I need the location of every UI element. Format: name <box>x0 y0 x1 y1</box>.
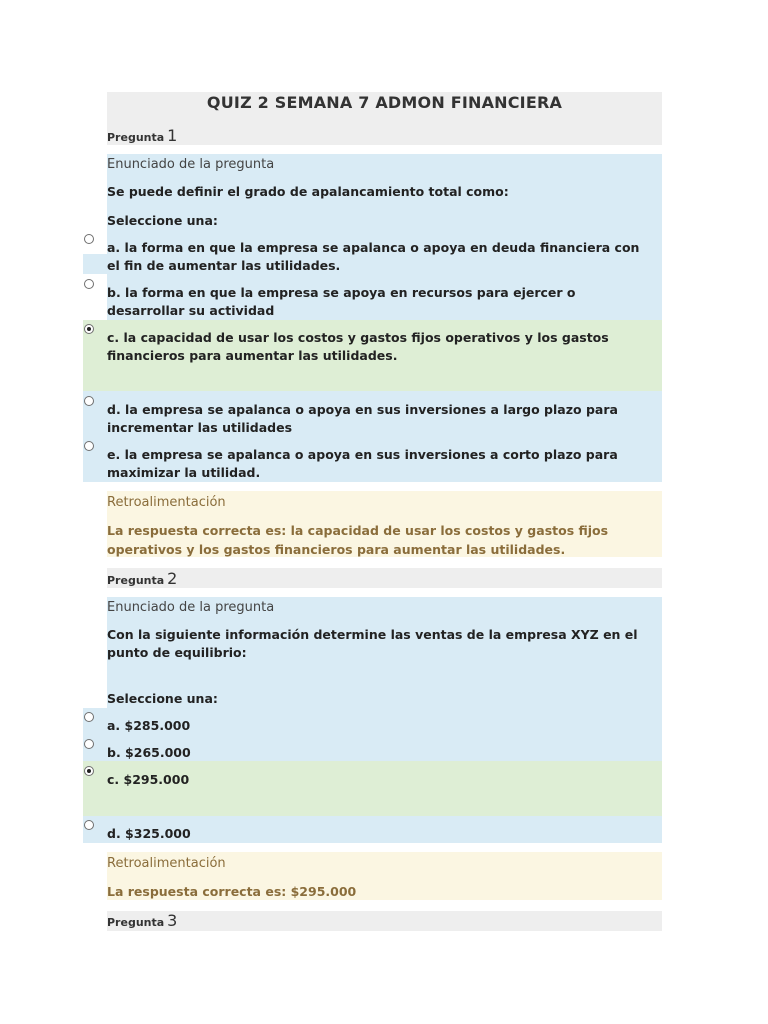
question-3-label: Pregunta <box>107 916 165 929</box>
quiz-title: QUIZ 2 SEMANA 7 ADMON FINANCIERA <box>206 93 563 112</box>
question-1-enunciado-label: Enunciado de la pregunta <box>107 157 275 172</box>
question-2-feedback-text: La respuesta correcta es: $295.000 <box>107 884 357 899</box>
question-1-option-e[interactable]: e. la empresa se apalanca o apoya en sus inversiones a corto plazo para maximizar la utilidad. <box>107 447 618 480</box>
question-1-text: Se puede definir el grado de apalancamiento total como: <box>107 184 509 199</box>
question-3-header <box>107 911 177 930</box>
question-2-header-band <box>107 568 662 588</box>
question-2-text: Con la siguiente información determine las ventas de la empresa XYZ en el punto de equilibrio: <box>107 627 638 660</box>
question-2-seleccione: Seleccione una: <box>107 691 218 706</box>
question-1-number: 1 <box>167 126 178 145</box>
question-2-body-band <box>107 597 662 761</box>
question-1-feedback-label: Retroalimentación <box>107 495 226 510</box>
question-2-label: Pregunta <box>107 574 165 587</box>
question-1-option-a-radio[interactable] <box>84 234 94 244</box>
question-1-seleccione: Seleccione una: <box>107 213 218 228</box>
question-2-feedback-label: Retroalimentación <box>107 856 226 871</box>
question-2-option-d-radio[interactable] <box>84 820 94 830</box>
question-2-option-a[interactable]: a. $285.000 <box>107 718 191 733</box>
question-1-option-a[interactable]: a. la forma en que la empresa se apalanca o apoya en deuda financiera con el fin de aumentar las utilidades. <box>107 240 640 273</box>
question-1-option-c[interactable]: c. la capacidad de usar los costos y gastos fijos operativos y los gastos financieros para aumentar las utilidades. <box>107 330 609 363</box>
question-2-enunciado-label: Enunciado de la pregunta <box>107 600 275 615</box>
question-1-option-d-radio[interactable] <box>84 396 94 406</box>
question-1-option-c-radio[interactable] <box>84 324 94 334</box>
question-2-number: 2 <box>167 569 178 588</box>
question-2-option-c[interactable]: c. $295.000 <box>107 772 190 787</box>
question-1-option-row-a-band <box>83 254 107 274</box>
question-2-option-a-radio[interactable] <box>84 712 94 722</box>
question-1-feedback-text: La respuesta correcta es: la capacidad de usar los costos y gastos fijos operativos y los gastos financieros para aumentar las utilidades. <box>107 523 609 557</box>
question-2-option-b-radio[interactable] <box>84 739 94 749</box>
question-1-option-e-radio[interactable] <box>84 441 94 451</box>
question-2-option-c-radio[interactable] <box>84 766 94 776</box>
question-3-header-band <box>107 911 662 931</box>
question-3-number: 3 <box>167 911 178 930</box>
question-2-option-d[interactable]: d. $325.000 <box>107 826 191 841</box>
question-2-header <box>107 569 177 588</box>
question-1-label: Pregunta <box>107 131 165 144</box>
question-2-option-b[interactable]: b. $265.000 <box>107 745 191 760</box>
question-1-header <box>107 126 177 145</box>
question-1-option-d[interactable]: d. la empresa se apalanca o apoya en sus inversiones a largo plazo para incrementar las utilidades <box>107 402 618 435</box>
question-1-option-b[interactable]: b. la forma en que la empresa se apoya en recursos para ejercer o desarrollar su actividad <box>107 285 576 318</box>
question-1-option-b-radio[interactable] <box>84 279 94 289</box>
